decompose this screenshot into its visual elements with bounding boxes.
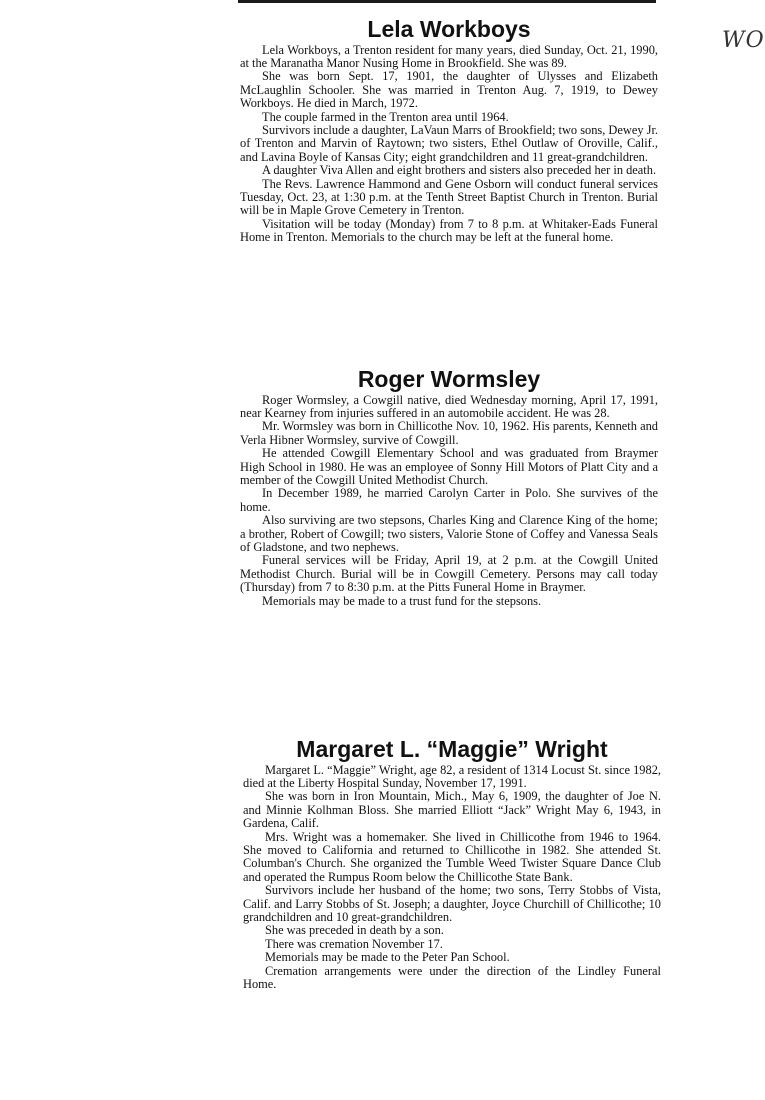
obituary-paragraph: In December 1989, he married Carolyn Carter in Polo. She survives of the home. <box>240 486 658 514</box>
obituary-paragraph: A daughter Viva Allen and eight brothers and sisters also preceded her in death. <box>262 163 657 178</box>
obituary-body <box>240 44 658 245</box>
obituary-paragraph: Margaret L. “Maggie” Wright, age 82, a resident of 1314 Locust St. since 1982, died at the Liberty Hospital Sunday, November 17, 1991. <box>243 762 661 790</box>
obituary-paragraph: Funeral services will be Friday, April 19, at 2 p.m. at the Cowgill United Methodist Church. Burial will be in Cowgill Cemetery. Persons may call today (Thursday) from 7 to 8:30 p.m. at the Pitts Funeral Home in Braymer. <box>240 553 658 595</box>
obituary-paragraph: There was cremation November 17. <box>265 936 443 951</box>
obituary-paragraph: She was born in Iron Mountain, Mich., May 6, 1909, the daughter of Joe N. and Minnie Kolhman Bloss. She married Elliott “Jack” Wright May 6, 1943, in Gardena, Calif. <box>243 789 661 831</box>
obituary-name: Lela Workboys <box>367 16 531 42</box>
obituary-paragraph: Survivors include her husband of the home; two sons, Terry Stobbs of Vista, Calif. and Larry Stobbs of St. Joseph; a daughter, Joyce Churchill of Chillicothe; 10 grandchildren and 10 great-grandchildren. <box>243 883 661 925</box>
obituary-paragraph: Memorials may be made to the Peter Pan School. <box>265 950 510 965</box>
obituary-paragraph: Survivors include a daughter, LaVaun Marrs of Brookfield; two sons, Dewey Jr. of Trenton and Marvin of Raytown; two sisters, Ethel Outlaw of Oroville, Calif., and Lavina Boyle of Kansas City; eight grandchildren and 11 great-grandchildren. <box>240 123 658 164</box>
top-rule <box>238 0 656 3</box>
obituary-paragraph: Also surviving are two stepsons, Charles King and Clarence King of the home; a brother, Robert of Cowgill; two sisters, Valorie Stone of Coffey and Vanessa Seals of Gladstone, and two nephews. <box>240 513 658 555</box>
obituary-paragraph: Mrs. Wright was a homemaker. She lived in Chillicothe from 1946 to 1964. She moved to California and returned to Chillicothe in 1982. She attended St. Columban's Church. She organized the Tumble Weed Twister Square Dance Club and operated the Rumpus Room below the Chillicothe State Bank. <box>243 829 661 884</box>
obituary-name: Roger Wormsley <box>357 366 541 392</box>
obituary-paragraph: Cremation arrangements were under the direction of the Lindley Funeral Home. <box>243 963 661 992</box>
obituary-body <box>243 764 661 992</box>
obituary-margaret-wright <box>243 736 661 992</box>
obituary-body <box>240 394 658 609</box>
obituary-paragraph: The couple farmed in the Trenton area until 1964. <box>262 109 509 124</box>
obituary-lela-workboys <box>240 16 658 245</box>
handwritten-margin-note: WO <box>722 28 765 53</box>
obituary-paragraph: The Revs. Lawrence Hammond and Gene Osborn will conduct funeral services Tuesday, Oct. 23, at 1:30 p.m. at the Tenth Street Baptist Church in Trenton. Burial will be in Maple Grove Cemetery in Trenton. <box>240 176 658 218</box>
obituary-paragraph: He attended Cowgill Elementary School and was graduated from Braymer High School in 1980. He was an employee of Sonny Hill Motors of Platt City and a member of the Cowgill United Methodist Church. <box>240 446 658 488</box>
obituary-paragraph: Visitation will be today (Monday) from 7 to 8 p.m. at Whitaker-Eads Funeral Home in Trenton. Memorials to the church may be left at the funeral home. <box>240 216 658 245</box>
obituary-paragraph: Lela Workboys, a Trenton resident for many years, died Sunday, Oct. 21, 1990, at the Maranatha Manor Nusing Home in Brookfield. She was 89. <box>240 42 658 70</box>
obituary-paragraph: Mr. Wormsley was born in Chillicothe Nov. 10, 1962. His parents, Kenneth and Verla Hibner Wormsley, survive of Cowgill. <box>240 419 658 447</box>
obituary-paragraph: She was preceded in death by a son. <box>265 923 444 938</box>
obituary-paragraph: Roger Wormsley, a Cowgill native, died Wednesday morning, April 17, 1991, near Kearney from injuries suffered in an automobile accident. He was 28. <box>240 392 658 420</box>
obituary-name: Margaret L. “Maggie” Wright <box>296 736 608 762</box>
obituary-roger-wormsley <box>240 366 658 608</box>
obituary-paragraph: She was born Sept. 17, 1901, the daughter of Ulysses and Elizabeth McLaughlin Schooler. She was married in Trenton Aug. 7, 1919, to Dewey Workboys. He died in March, 1972. <box>240 69 658 111</box>
obituary-paragraph: Memorials may be made to a trust fund for the stepsons. <box>262 593 542 608</box>
